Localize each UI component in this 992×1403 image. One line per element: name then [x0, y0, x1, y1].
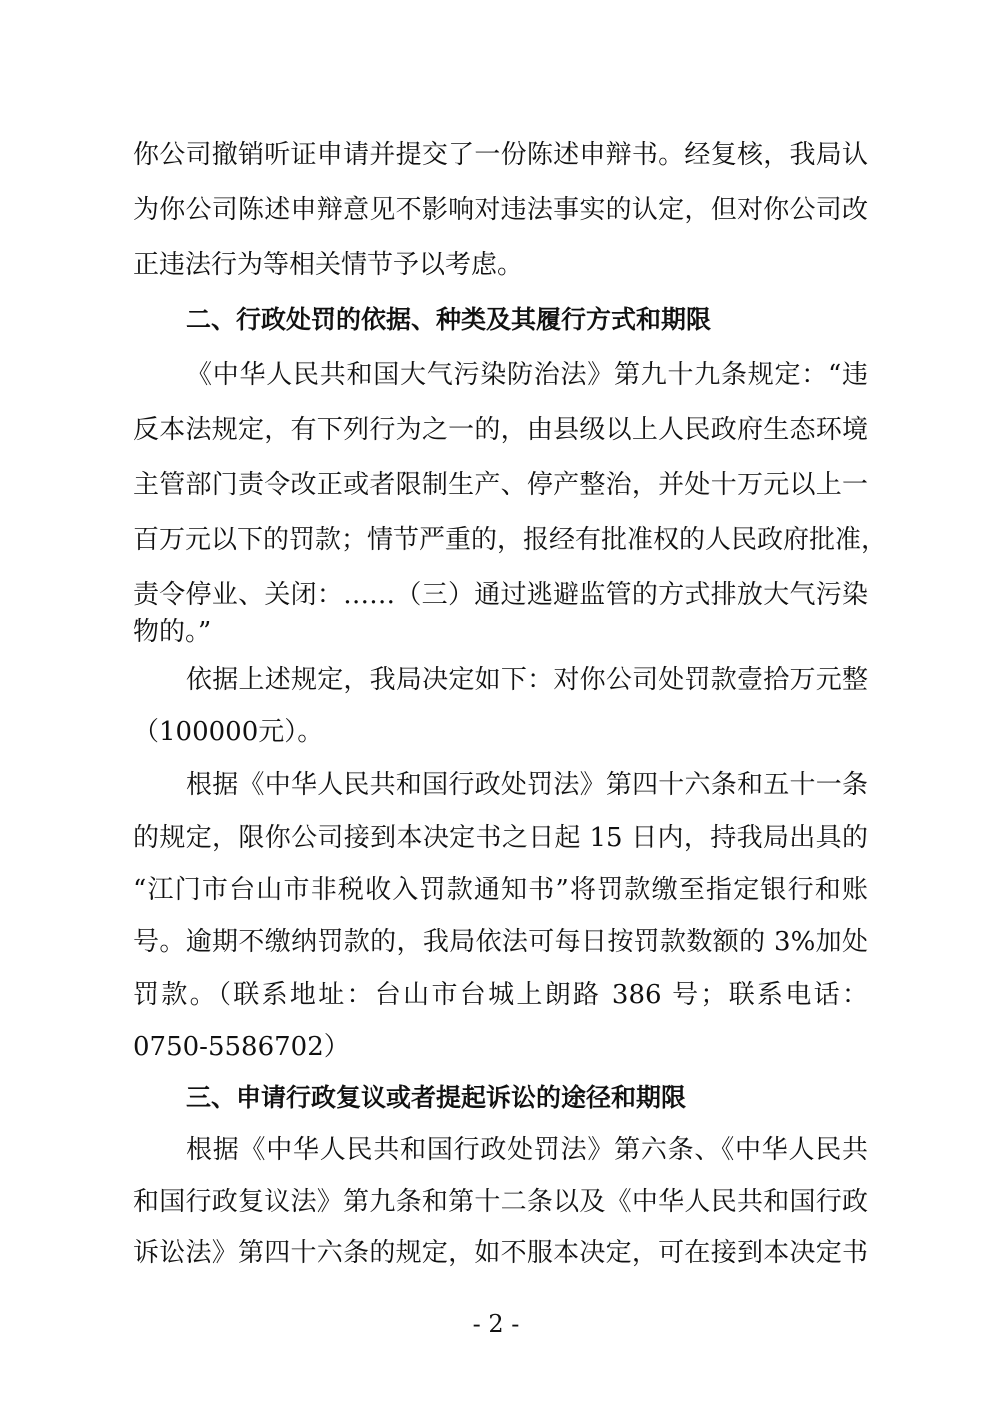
- page-number: - 2 -: [472, 1310, 520, 1338]
- body-text-line: 主管部门责令改正或者限制生产、停产整治，并处十万元以上一: [133, 470, 868, 500]
- body-text-line: 你公司撤销听证申请并提交了一份陈述申辩书。经复核，我局认: [133, 140, 868, 170]
- body-text-line: 反本法规定，有下列行为之一的，由县级以上人民政府生态环境: [133, 415, 868, 445]
- body-text-line: 罚款。（联系地址：台山市台城上朗路 386 号；联系电话：: [133, 980, 868, 1010]
- body-text-line: 正违法行为等相关情节予以考虑。: [133, 250, 524, 280]
- section-heading-2: 二、行政处罚的依据、种类及其履行方式和期限: [186, 305, 712, 334]
- body-text-line: 诉讼法》第四十六条的规定，如不服本决定，可在接到本决定书: [133, 1238, 868, 1268]
- body-text-line: 0750-5586702）: [133, 1032, 350, 1062]
- body-text-line: （100000元）。: [133, 717, 324, 747]
- body-text-line: 依据上述规定，我局决定如下：对你公司处罚款壹拾万元整: [186, 665, 868, 695]
- body-text-line: 的规定，限你公司接到本决定书之日起 15 日内，持我局出具的: [133, 823, 868, 853]
- body-text-line: 物的。”: [133, 617, 212, 647]
- body-text-line: 和国行政复议法》第九条和第十二条以及《中华人民共和国行政: [133, 1187, 868, 1217]
- body-text-line: 百万元以下的罚款；情节严重的，报经有批准权的人民政府批准，: [133, 525, 888, 555]
- body-text-line: “江门市台山市非税收入罚款通知书”将罚款缴至指定银行和账: [133, 875, 868, 905]
- section-heading-3: 三、申请行政复议或者提起诉讼的途径和期限: [186, 1083, 687, 1112]
- body-text-line: 责令停业、关闭：……（三）通过逃避监管的方式排放大气污染: [133, 580, 868, 610]
- body-text-line: 根据《中华人民共和国行政处罚法》第六条、《中华人民共: [186, 1135, 868, 1165]
- body-text-line: 为你公司陈述申辩意见不影响对违法事实的认定，但对你公司改: [133, 195, 868, 225]
- body-text-line: 《中华人民共和国大气污染防治法》第九十九条规定：“违: [186, 360, 868, 390]
- body-text-line: 根据《中华人民共和国行政处罚法》第四十六条和五十一条: [186, 770, 868, 800]
- body-text-line: 号。逾期不缴纳罚款的，我局依法可每日按罚款数额的 3%加处: [133, 927, 868, 957]
